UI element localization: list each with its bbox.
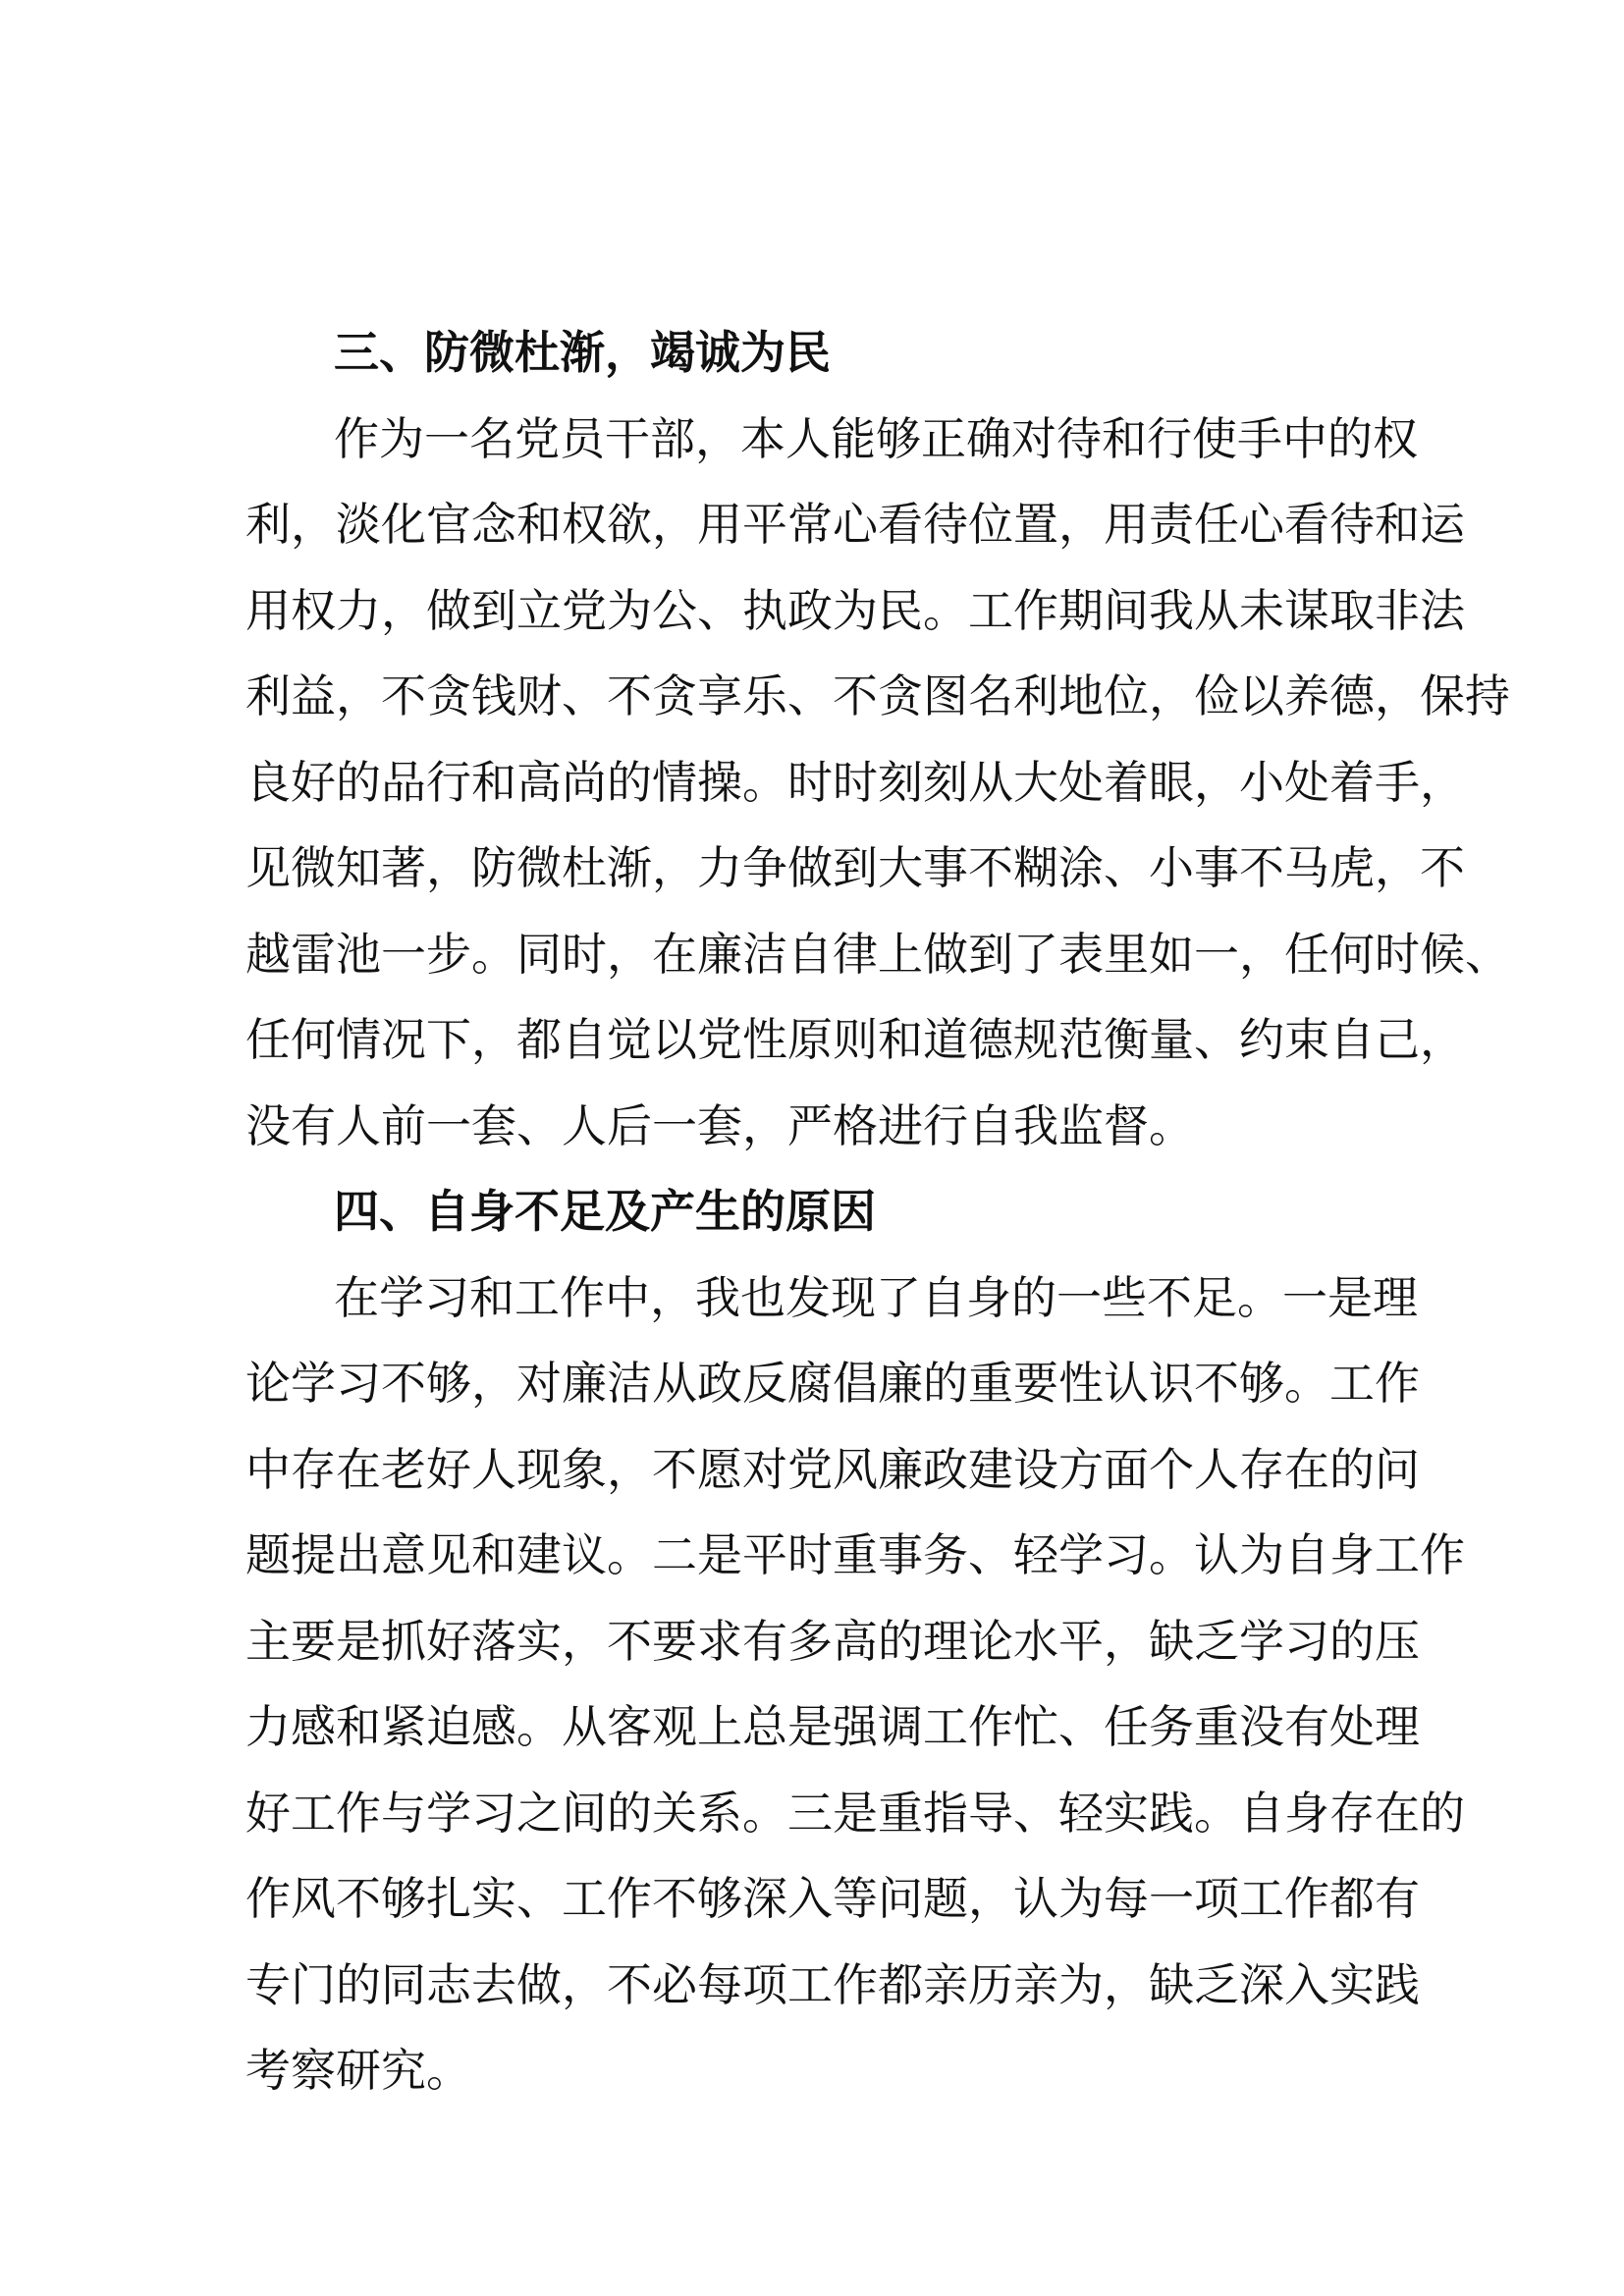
paragraph-line: 专门的同志去做，不必每项工作都亲历亲为，缺乏深入实践 [245, 1957, 1420, 2011]
paragraph-line: 论学习不够，对廉洁从政反腐倡廉的重要性认识不够。工作 [245, 1357, 1420, 1410]
paragraph-line: 好工作与学习之间的关系。三是重指导、轻实践。自身存在的 [245, 1786, 1465, 1840]
section-heading: 四、自身不足及产生的原因 [334, 1185, 876, 1238]
paragraph-line: 主要是抓好落实，不要求有多高的理论水平，缺乏学习的压 [245, 1614, 1420, 1668]
paragraph-line: 考察研究。 [245, 2044, 471, 2097]
document-body [245, 310, 1510, 2114]
section-paragraph [245, 397, 1510, 1170]
paragraph-line: 越雷池一步。同时，在廉洁自律上做到了表里如一，任何时候、 [245, 927, 1510, 981]
section-heading: 三、防微杜渐，竭诚为民 [334, 326, 831, 379]
paragraph-line: 题提出意见和建议。二是平时重事务、轻学习。认为自身工作 [245, 1528, 1465, 1581]
paragraph-line: 作风不够扎实、工作不够深入等问题，认为每一项工作都有 [245, 1872, 1420, 1925]
paragraph-line: 在学习和工作中，我也发现了自身的一些不足。一是理 [334, 1270, 1418, 1324]
paragraph-line: 见微知著，防微杜渐，力争做到大事不糊涂、小事不马虎，不 [245, 841, 1465, 894]
paragraph-line: 良好的品行和高尚的情操。时时刻刻从大处着眼，小处着手， [245, 755, 1465, 809]
paragraph-line: 利益，不贪钱财、不贪享乐、不贪图名利地位，俭以养德，保持 [245, 669, 1510, 722]
paragraph-line: 中存在老好人现象，不愿对党风廉政建设方面个人存在的问 [245, 1442, 1420, 1496]
section-paragraph [245, 1255, 1465, 2114]
paragraph-line: 任何情况下，都自觉以党性原则和道德规范衡量、约束自己， [245, 1013, 1465, 1066]
paragraph-line: 用权力，做到立党为公、执政为民。工作期间我从未谋取非法 [245, 583, 1465, 637]
paragraph-line: 没有人前一套、人后一套，严格进行自我监督。 [245, 1098, 1194, 1152]
paragraph-line: 力感和紧迫感。从客观上总是强调工作忙、任务重没有处理 [245, 1700, 1420, 1753]
paragraph-line: 利，淡化官念和权欲，用平常心看待位置，用责任心看待和运 [245, 498, 1465, 551]
paragraph-line: 作为一名党员干部，本人能够正确对待和行使手中的权 [334, 411, 1418, 465]
